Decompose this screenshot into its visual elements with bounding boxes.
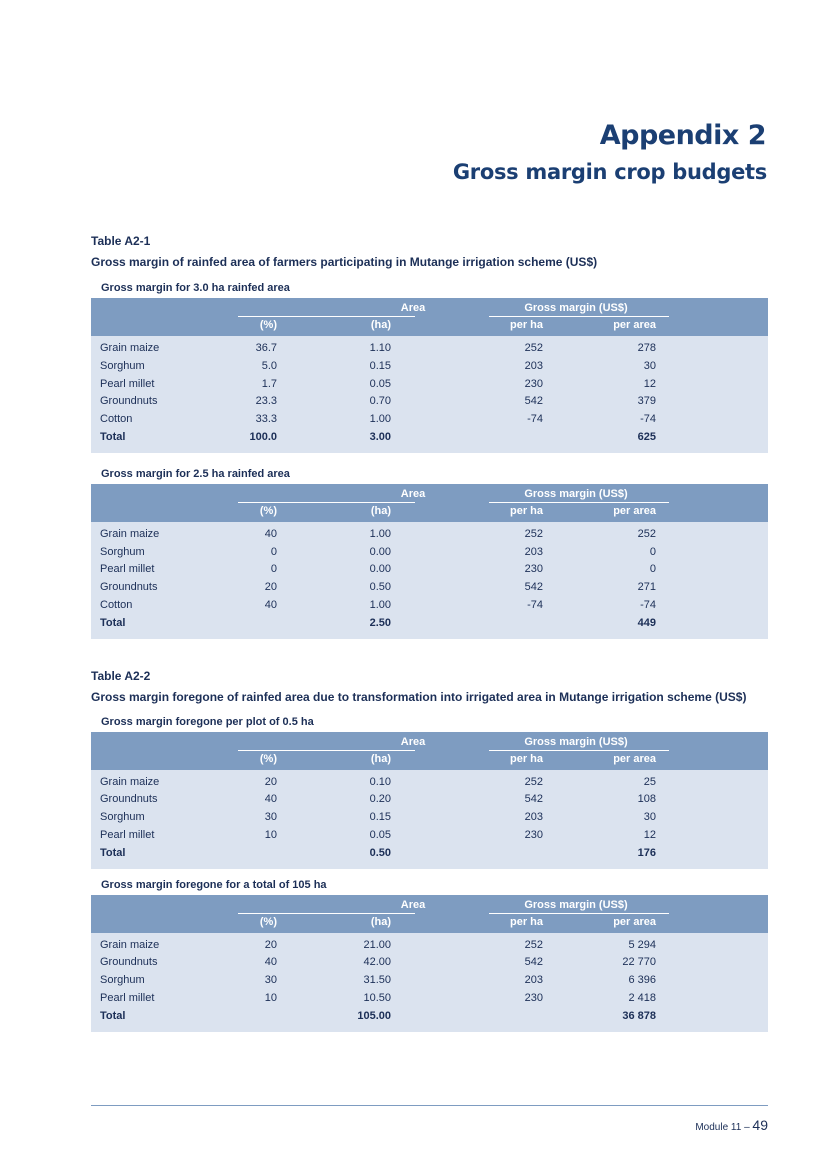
cell-crop: Cotton [100, 413, 133, 426]
table-block [91, 282, 768, 453]
header-divider [238, 316, 415, 317]
cell-percent: 0 [270, 545, 277, 558]
col-header-percent: (%) [259, 752, 277, 765]
col-header-percent: (%) [259, 504, 277, 517]
cell-ha: 0.50 [369, 846, 391, 859]
cell-per-area: 5 294 [628, 938, 656, 951]
cell-ha: 0.10 [369, 775, 391, 788]
header-divider [489, 502, 669, 503]
block-subtitle: Gross margin for 3.0 ha rainfed area [101, 282, 290, 294]
cell-ha: 0.15 [369, 811, 391, 824]
col-header-per-area: per area [613, 319, 656, 331]
footer-divider [91, 1105, 768, 1106]
table-block [91, 468, 768, 639]
cell-per-area: 36 878 [622, 1009, 656, 1022]
cell-ha: 1.10 [369, 342, 391, 354]
cell-percent: 10 [264, 828, 277, 841]
cell-ha: 21.00 [363, 938, 391, 951]
cell-per-area: 12 [643, 828, 656, 841]
block-subtitle: Gross margin foregone for a total of 105 ha [101, 878, 327, 891]
table-header [91, 732, 768, 770]
cell-percent: 20 [264, 938, 277, 951]
group-header-area: Area [400, 302, 426, 314]
cell-crop: Sorghum [100, 974, 145, 987]
header-divider [489, 913, 669, 914]
table-total-row [91, 845, 768, 863]
table-header [91, 484, 768, 522]
header-divider [489, 316, 669, 317]
cell-ha: 10.50 [363, 991, 391, 1004]
cell-per-area: 278 [637, 342, 656, 354]
cell-crop: Groundnuts [100, 395, 158, 408]
appendix-subtitle: Gross margin crop budgets [452, 160, 767, 184]
table-total-row [91, 615, 768, 633]
block-subtitle: Gross margin for 2.5 ha rainfed area [101, 467, 290, 480]
table-row [91, 972, 768, 990]
cell-per-ha: 252 [524, 938, 543, 951]
table-body [91, 770, 768, 869]
group-header-gross-margin: Gross margin (US$) [524, 302, 628, 314]
table-row [91, 376, 768, 394]
cell-per-area: 108 [637, 793, 656, 806]
table-header [91, 298, 768, 336]
group-header-area: Area [400, 898, 426, 911]
cell-crop: Groundnuts [100, 581, 158, 594]
table-row [91, 526, 768, 544]
cell-crop: Cotton [100, 598, 133, 611]
cell-total-label: Total [100, 846, 126, 859]
cell-ha: 0.05 [369, 377, 391, 390]
cell-crop: Grain maize [100, 342, 160, 354]
cell-percent: 23.3 [255, 395, 277, 408]
cell-percent: 30 [264, 811, 277, 824]
table-row [91, 411, 768, 429]
col-header-percent: (%) [259, 915, 277, 928]
col-header-per-ha: per ha [509, 915, 543, 928]
table-body [91, 522, 768, 639]
cell-per-ha: 203 [524, 974, 543, 987]
cell-percent: 40 [264, 793, 277, 806]
cell-crop: Grain maize [100, 775, 160, 788]
table-row [91, 358, 768, 376]
cell-percent: 33.3 [255, 413, 277, 426]
cell-ha: 1.00 [369, 527, 391, 540]
cell-percent: 30 [264, 974, 277, 987]
cell-ha: 0.15 [369, 359, 391, 372]
cell-crop: Pearl millet [100, 377, 155, 390]
cell-crop: Sorghum [100, 811, 145, 824]
table-row [91, 579, 768, 597]
cell-per-ha: 542 [524, 395, 543, 408]
cell-total-label: Total [100, 616, 126, 629]
cell-ha: 0.70 [369, 395, 391, 408]
cell-ha: 3.00 [369, 430, 391, 443]
table-header [91, 895, 768, 933]
footer-module-label: Module 11 – [695, 1122, 750, 1133]
cell-per-area: 0 [649, 545, 656, 558]
cell-per-area: 449 [637, 616, 656, 629]
col-header-per-ha: per ha [509, 752, 543, 765]
cell-percent: 36.7 [255, 342, 277, 354]
col-header-ha: (ha) [370, 319, 391, 331]
cell-crop: Grain maize [100, 938, 160, 951]
cell-ha: 105.00 [357, 1009, 391, 1022]
table-caption: Gross margin foregone of rainfed area due to transformation into irrigated area in Mutange irrigation scheme (US$) [91, 689, 747, 704]
table-body [91, 933, 768, 1032]
table-row [91, 791, 768, 809]
cell-per-area: 25 [643, 775, 656, 788]
page-number: 49 [752, 1117, 768, 1133]
table-row [91, 544, 768, 562]
cell-per-ha: 230 [524, 377, 543, 390]
cell-ha: 1.00 [369, 413, 391, 426]
cell-per-area: -74 [640, 413, 656, 426]
table-id: Table A2-1 [91, 234, 151, 248]
table-row [91, 393, 768, 411]
cell-per-ha: 230 [524, 991, 543, 1004]
cell-per-ha: 252 [524, 527, 543, 540]
col-header-per-area: per area [613, 915, 656, 928]
cell-per-area: 12 [643, 377, 656, 390]
cell-percent: 20 [264, 775, 277, 788]
col-header-per-ha: per ha [509, 504, 543, 517]
appendix-title: Appendix 2 [599, 120, 766, 151]
cell-per-ha: 230 [524, 828, 543, 841]
cell-per-ha: 542 [524, 793, 543, 806]
cell-per-area: -74 [640, 598, 656, 611]
block-subtitle: Gross margin foregone per plot of 0.5 ha [101, 715, 314, 728]
cell-percent: 40 [264, 598, 277, 611]
cell-per-area: 379 [637, 395, 656, 408]
cell-crop: Pearl millet [100, 563, 155, 576]
cell-crop: Grain maize [100, 527, 160, 540]
header-divider [238, 750, 415, 751]
header-divider [238, 913, 415, 914]
cell-ha: 0.00 [369, 563, 391, 576]
cell-per-ha: 203 [524, 545, 543, 558]
cell-crop: Groundnuts [100, 793, 158, 806]
cell-percent: 10 [264, 991, 277, 1004]
cell-per-area: 0 [649, 563, 656, 576]
cell-crop: Sorghum [100, 359, 145, 372]
col-header-per-ha: per ha [509, 319, 543, 331]
cell-crop: Pearl millet [100, 828, 155, 841]
document-content [91, 234, 768, 1032]
cell-crop: Groundnuts [100, 956, 158, 969]
cell-per-ha: 542 [524, 956, 543, 969]
cell-total-label: Total [100, 1009, 126, 1022]
cell-ha: 0.50 [369, 581, 391, 594]
col-header-ha: (ha) [370, 915, 391, 928]
table-row [91, 990, 768, 1008]
cell-crop: Sorghum [100, 545, 145, 558]
col-header-per-area: per area [613, 752, 656, 765]
table-a2-2 [91, 669, 768, 1032]
cell-per-area: 30 [643, 359, 656, 372]
table-caption: Gross margin of rainfed area of farmers participating in Mutange irrigation scheme (US$) [91, 255, 598, 269]
cell-percent: 100.0 [249, 430, 277, 443]
page-footer [695, 1117, 768, 1133]
cell-ha: 42.00 [363, 956, 391, 969]
table-row [91, 597, 768, 615]
cell-ha: 2.50 [369, 616, 391, 629]
group-header-area: Area [400, 735, 426, 748]
table-total-row [91, 1008, 768, 1026]
table-row [91, 937, 768, 955]
group-header-gross-margin: Gross margin (US$) [524, 735, 628, 748]
table-row [91, 954, 768, 972]
col-header-ha: (ha) [370, 752, 391, 765]
cell-per-ha: 203 [524, 811, 543, 824]
cell-per-ha: 542 [524, 581, 543, 594]
cell-ha: 0.05 [369, 828, 391, 841]
cell-ha: 0.00 [369, 545, 391, 558]
cell-percent: 40 [264, 527, 277, 540]
cell-per-area: 30 [643, 811, 656, 824]
table-block [91, 716, 768, 869]
table-body [91, 336, 768, 453]
table-block [91, 879, 768, 1032]
cell-ha: 0.20 [369, 793, 391, 806]
cell-per-ha: 252 [524, 775, 543, 788]
cell-per-ha: 230 [524, 563, 543, 576]
cell-ha: 31.50 [363, 974, 391, 987]
cell-percent: 5.0 [261, 359, 277, 372]
table-row [91, 340, 768, 358]
cell-per-area: 22 770 [622, 956, 656, 969]
cell-ha: 1.00 [369, 598, 391, 611]
col-header-percent: (%) [259, 319, 277, 331]
cell-per-area: 271 [637, 581, 656, 594]
table-total-row [91, 429, 768, 447]
cell-per-ha: 252 [524, 342, 543, 354]
cell-percent: 0 [270, 563, 277, 576]
cell-total-label: Total [100, 430, 126, 443]
cell-per-ha: 203 [524, 359, 543, 372]
cell-per-ha: -74 [527, 598, 543, 611]
cell-per-ha: -74 [527, 413, 543, 426]
cell-per-area: 6 396 [628, 974, 656, 987]
table-row [91, 774, 768, 792]
header-divider [238, 502, 415, 503]
cell-per-area: 2 418 [628, 991, 656, 1004]
group-header-area: Area [400, 487, 426, 500]
group-header-gross-margin: Gross margin (US$) [524, 898, 628, 911]
header-divider [489, 750, 669, 751]
table-row [91, 809, 768, 827]
cell-per-area: 176 [637, 846, 656, 859]
col-header-ha: (ha) [370, 504, 391, 517]
table-row [91, 827, 768, 845]
table-id: Table A2-2 [91, 668, 151, 683]
cell-per-area: 625 [637, 430, 656, 443]
group-header-gross-margin: Gross margin (US$) [524, 487, 628, 500]
cell-per-area: 252 [637, 527, 656, 540]
cell-percent: 20 [264, 581, 277, 594]
cell-percent: 1.7 [261, 377, 277, 390]
table-a2-1 [91, 234, 768, 639]
cell-crop: Pearl millet [100, 991, 155, 1004]
col-header-per-area: per area [613, 504, 656, 517]
cell-percent: 40 [264, 956, 277, 969]
table-row [91, 561, 768, 579]
